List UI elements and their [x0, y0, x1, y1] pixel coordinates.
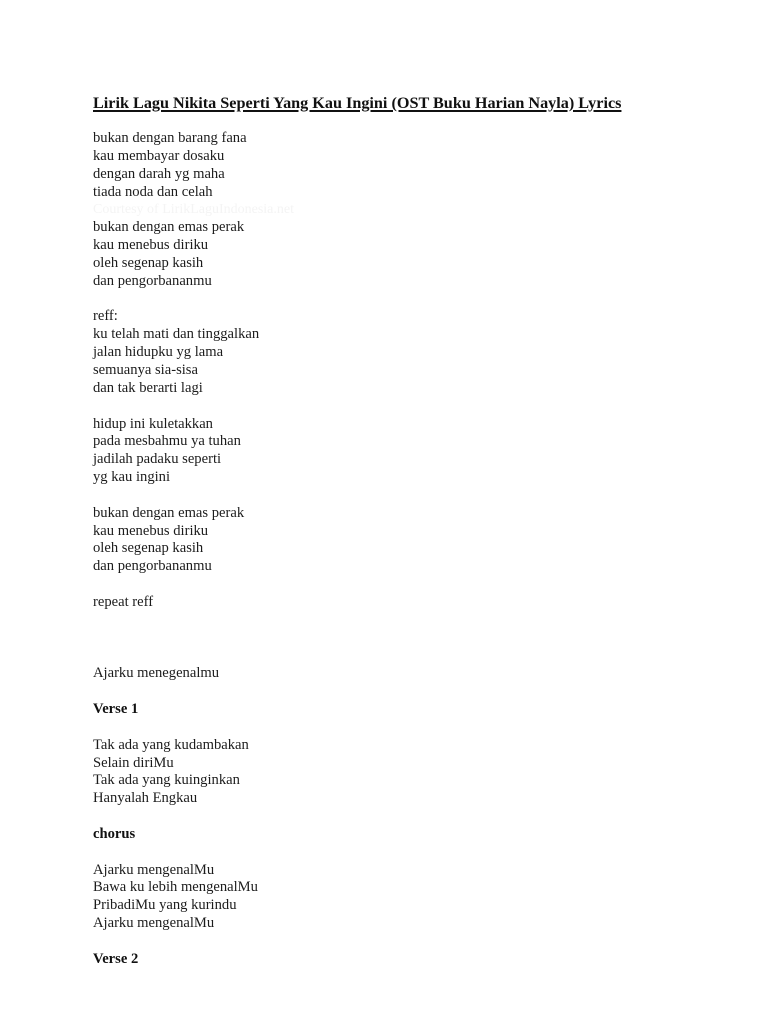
lyric-line: Tak ada yang kudambakan	[93, 736, 249, 753]
blank-line	[93, 487, 693, 505]
lyric-line: jadilah padaku seperti	[93, 451, 222, 468]
lyric-line: bukan dengan emas perak	[93, 219, 245, 236]
section-heading: Verse 2	[93, 950, 139, 967]
lyric-line: reff:	[93, 308, 118, 325]
lyric-line: dan pengorbananmu	[93, 272, 212, 289]
lyric-line: Ajarku mengenalMu	[93, 915, 215, 932]
lyric-line: repeat reff	[93, 593, 154, 610]
lyric-line: kau membayar dosaku	[93, 147, 225, 164]
blank-line	[93, 719, 693, 737]
lyric-line: oleh segenap kasih	[93, 540, 204, 557]
lyric-line: oleh segenap kasih	[93, 254, 204, 271]
lyric-line: dan pengorbananmu	[93, 558, 212, 575]
lyric-line: hidup ini kuletakkan	[93, 415, 213, 432]
lyric-line: Bawa ku lebih mengenalMu	[93, 879, 258, 896]
lyric-line: PribadiMu yang kurindu	[93, 897, 237, 914]
blank-line	[93, 291, 693, 309]
lyric-line: tiada noda dan celah	[93, 183, 213, 200]
section-heading: Verse 1	[93, 701, 139, 717]
blank-line	[93, 933, 693, 951]
lyric-line: Tak ada yang kuinginkan	[93, 772, 240, 789]
blank-line	[93, 683, 693, 701]
lyric-line: ku telah mati dan tinggalkan	[93, 326, 260, 343]
blank-line	[93, 612, 693, 630]
lyric-line: dengan darah yg maha	[93, 165, 225, 182]
lyric-line: Hanyalah Engkau	[93, 790, 198, 807]
watermark-text: Courtesy of LirikLaguIndonesia.net	[93, 202, 295, 218]
lyric-line: Selain diriMu	[93, 754, 174, 771]
blank-line	[93, 630, 693, 648]
lyric-line: bukan dengan emas perak	[93, 504, 245, 521]
lyric-line: bukan dengan barang fana	[93, 130, 247, 146]
blank-line	[93, 576, 693, 594]
lyric-line: jalan hidupku yg lama	[93, 344, 224, 361]
lyric-line: kau menebus diriku	[93, 237, 209, 254]
lyric-line: semuanya sia-sisa	[93, 361, 198, 378]
blank-line	[93, 647, 693, 665]
blank-line	[93, 844, 693, 862]
blank-line	[93, 808, 693, 826]
section-heading: chorus	[93, 825, 136, 842]
lyric-line: yg kau ingini	[93, 469, 171, 486]
lyric-line: kau menebus diriku	[93, 522, 209, 539]
blank-line	[93, 398, 693, 416]
lyrics-body	[93, 130, 693, 969]
lyric-line: Ajarku mengenalMu	[93, 861, 215, 878]
lyric-line: dan tak berarti lagi	[93, 379, 203, 396]
lyric-line: pada mesbahmu ya tuhan	[93, 433, 241, 450]
lyric-line: Ajarku menegenalmu	[93, 665, 220, 682]
document-title: Lirik Lagu Nikita Seperti Yang Kau Ingini (OST Buku Harian Nayla) Lyrics	[93, 94, 622, 112]
